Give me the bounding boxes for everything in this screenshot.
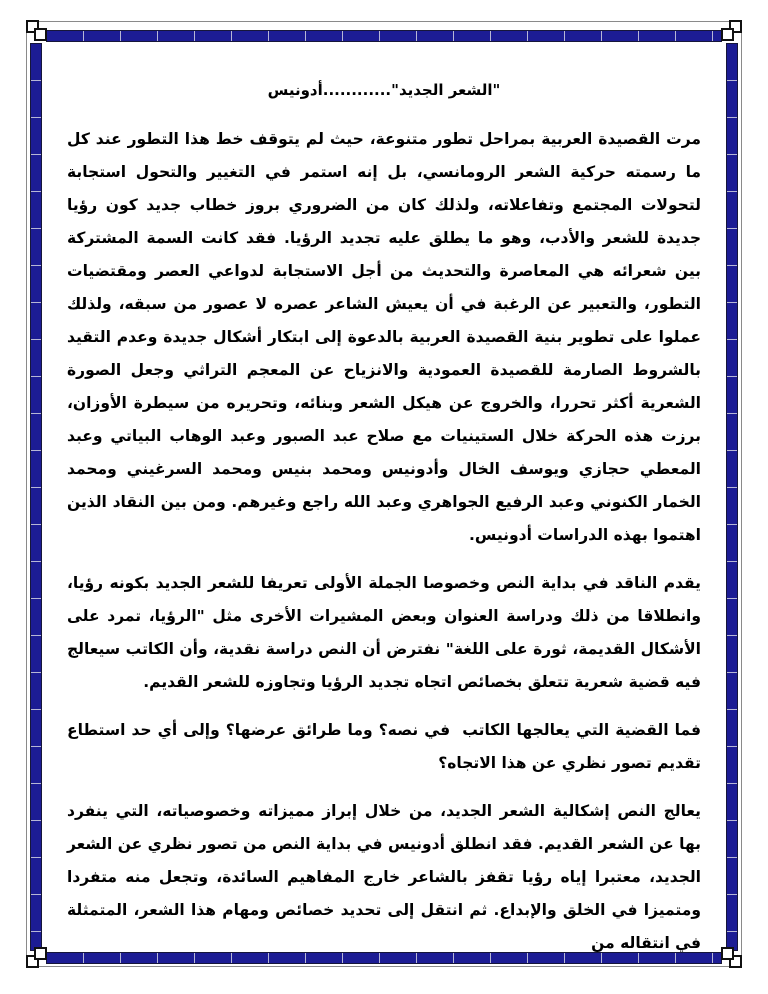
corner-square-inner [34, 947, 47, 960]
border-corner-ornament-top-left [26, 20, 48, 42]
paragraph-critic-definition: يقدم الناقد في بداية النص وخصوصا الجملة الأولى تعريفا للشعر الجديد بكونه رؤيا، وانطلاقا من ذلك ودراسة العنوان وبعض المشيرات الأخرى مثل "الرؤيا، تمرد على الأشكال القديمة، ثورة على اللغة" نفترض أن النص دراسة نقدية، وأن الكاتب سيعالج فيه قضية شعرية تتعلق بخصائص اتجاه تجديد الرؤيا وتجاوزه للشعر القديم. [67, 574, 701, 691]
page-border-top-band [46, 30, 722, 42]
border-corner-ornament-bottom-left [26, 946, 48, 968]
paragraph-intro: مرت القصيدة العربية بمراحل تطور متنوعة، حيث لم يتوقف خط هذا التطور عند كل ما رسمته حركية الشعر الرومانسي، بل إنه استمر في التغيير والتحول استجابة لتحولات المجتمع وتفاعلاته، ولذلك كان من الضروري بروز خطاب جديد كون رؤيا جديدة للشعر والأدب، وهو ما يطلق عليه تجديد الرؤيا. فقد كانت السمة المشتركة بين شعرائه هي المعاصرة والتحديث من أجل الاستجابة لدواعي العصر ومقتضيات التطور، والتعبير عن الرغبة في أن يعيش الشاعر عصره لا عصور من سبقه، ولذلك عملوا على تطوير بنية القصيدة العربية بالدعوة إلى ابتكار أشكال جديدة وعدم التقيد بالشروط الصارمة للقصيدة العمودية والانزياح عن المعجم التراثي وجعل الصورة الشعرية أكثر تحررا، والخروج عن هيكل الشعر وبنائه، وتحريره من سيطرة الأوزان، برزت هذه الحركة خلال الستينيات مع صلاح عبد الصبور وعبد الوهاب البياتي وعبد المعطي حجازي ويوسف الخال وأدونيس ومحمد بنيس ومحمد السرغيني ومحمد الخمار الكنوني وعبد الرفيع الجواهري وعبد الله راجع وغيرهم. ومن بين النقاد الذين اهتموا بهذه الدراسات أدونيس. [67, 130, 701, 544]
page-border-left-band [30, 43, 42, 951]
document-title: "الشعر الجديد"............أدونيس [267, 81, 501, 99]
document-body [67, 80, 701, 975]
corner-square-inner [34, 28, 47, 41]
page-border-right-band [726, 43, 738, 951]
paragraph-analysis: يعالج النص إشكالية الشعر الجديد، من خلال إبراز مميزاته وخصوصياته، التي ينفرد بها عن الشعر القديم. فقد انطلق أدونيس في بداية النص من تصور نظري عن الشعر الجديد، معتبرا إياه رؤيا تقفز بالشاعر خارج المفاهيم السائدة، وتجعل منه متفردا ومتميزا في الخلق والإبداع. ثم انتقل إلى تحديد خصائص ومهام هذا الشعر، المتمثلة في انتقاله من [67, 802, 701, 952]
paragraph-questions: فما القضية التي يعالجها الكاتب في نصه؟ وما طرائق عرضها؟ وإلى أي حد استطاع تقديم تصور نظري عن هذا الاتجاه؟ [67, 721, 701, 772]
border-corner-ornament-bottom-right [720, 946, 742, 968]
border-corner-ornament-top-right [720, 20, 742, 42]
corner-square-inner [721, 947, 734, 960]
corner-square-inner [721, 28, 734, 41]
